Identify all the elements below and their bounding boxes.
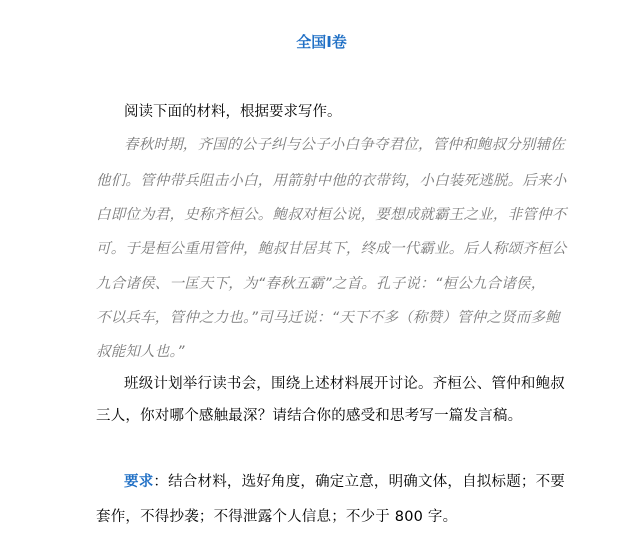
requirement-line [124,470,565,494]
task-line: 三人，你对哪个感触最深？请结合你的感受和思考写一篇发言稿。 [96,408,523,424]
task-line: 班级计划举行读书会，围绕上述材料展开讨论。齐桓公、管仲和鲍叔 [124,376,565,392]
requirement-line: 套作，不得抄袭；不得泄露个人信息；不少于 800 字。 [96,509,458,525]
requirement-text: ：结合材料，选好角度，确定立意，明确文体，自拟标题；不要 [153,474,566,490]
material-line: 春秋时期，齐国的公子纠与公子小白争夺君位，管仲和鲍叔分别辅佐 [124,137,565,153]
material-line: 可。于是桓公重用管仲，鲍叔甘居其下，终成一代霸业。后人称颂齐桓公 [96,241,567,257]
material-line: 叔能知人也。” [96,344,185,360]
intro-text: 阅读下面的材料，根据要求写作。 [124,104,342,120]
requirement-label: 要求 [124,474,154,490]
exam-title: 全国Ⅰ卷 [296,33,347,51]
material-line: 白即位为君，史称齐桓公。鲍叔对桓公说，要想成就霸王之业，非管仲不 [96,207,567,223]
material-line: 他们。管仲带兵阻击小白，用箭射中他的衣带钩，小白装死逃脱。后来小 [96,173,567,189]
material-line: 不以兵车，管仲之力也。”司马迁说：“天下不多（称赞）管仲之贤而多鲍 [96,310,560,326]
material-line: 九合诸侯、一匡天下，为“春秋五霸”之首。孔子说：“桓公九合诸侯， [96,276,546,292]
